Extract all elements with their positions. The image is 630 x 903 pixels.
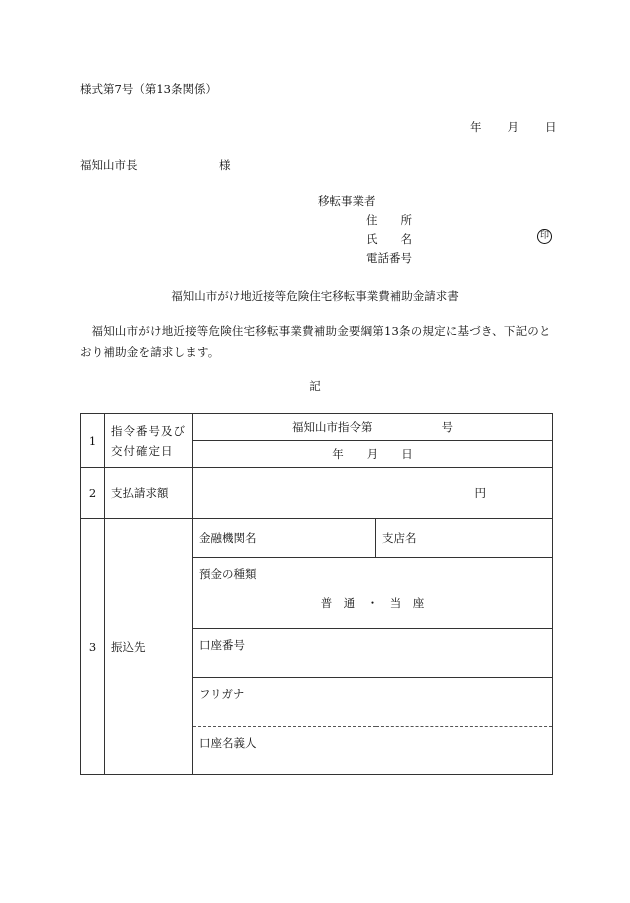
row3-number: 3 [81,519,105,775]
name-label: 氏 名 [366,232,412,246]
seal-icon: 印 [537,229,552,244]
bank-name-field[interactable]: 金融機関名 [193,519,376,558]
deposit-options[interactable]: 普 通 ・ 当 座 [320,596,425,610]
form-number: 様式第7号（第13条関係） [80,82,217,96]
row1-number: 1 [81,414,105,468]
honorific: 様 [219,158,231,172]
request-table [80,413,553,775]
branch-name-field[interactable]: 支店名 [376,519,553,558]
deposit-type-label: 預金の種類 [199,567,257,581]
account-holder-field[interactable]: 口座名義人 [193,727,553,775]
addressee [80,157,231,173]
address-label: 住 所 [366,213,412,227]
row3-label: 振込先 [105,519,193,775]
row1-label: 指令番号及び交付確定日 [105,414,193,468]
document-title: 福知山市がけ地近接等危険住宅移転事業費補助金請求書 [171,289,459,303]
row2-label: 支払請求額 [105,468,193,519]
ki-label: 記 [309,379,321,393]
payment-amount-field[interactable]: 円 [193,468,553,519]
date-month: 月 [507,120,519,134]
applicant-title: 移転事業者 [318,194,376,208]
row2-number: 2 [81,468,105,519]
tel-label: 電話番号 [366,251,412,265]
account-number-field[interactable]: 口座番号 [193,629,553,678]
confirmation-date-field[interactable]: 年 月 日 [193,441,553,468]
date-year: 年 [470,120,482,134]
date-line [470,119,557,135]
body-text: 福知山市がけ地近接等危険住宅移転事業費補助金要綱第13条の規定に基づき、下記のとおり補助金を請求します。 [80,324,551,359]
furigana-field[interactable]: フリガナ [193,678,553,727]
date-day: 日 [545,120,557,134]
addressee-name: 福知山市長 [80,158,138,172]
directive-number-field[interactable]: 福知山市指令第 号 [193,414,553,441]
deposit-type-field[interactable] [193,558,553,629]
